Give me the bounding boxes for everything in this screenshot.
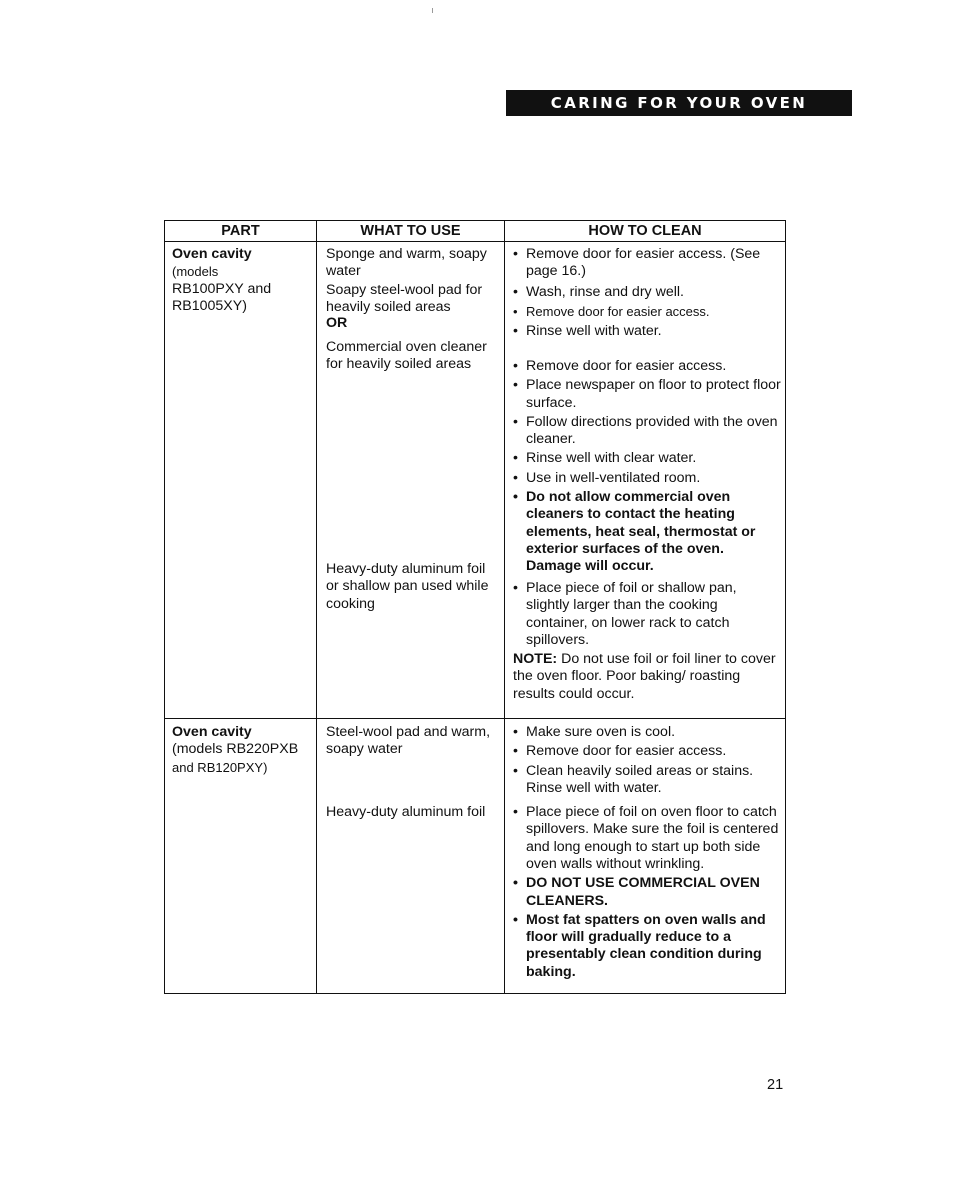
table-row <box>165 242 786 719</box>
section-header: CARING FOR YOUR OVEN <box>506 90 852 116</box>
list-item: • Use in well-ventilated room. <box>513 470 783 487</box>
warning-item: • Do not allow commercial oven cleaners to contact the heating elements, heat seal, thermostat or exterior surfaces of the oven. Damage will occur. <box>513 489 783 575</box>
list-item: • Remove door for easier access. <box>513 358 783 375</box>
how-to-clean-cell <box>505 242 786 719</box>
how-group <box>513 284 783 358</box>
list-item: • Clean heavily soiled areas or stains. Rinse well with water. <box>513 763 783 798</box>
note <box>513 651 783 703</box>
table-row <box>165 719 786 994</box>
list-item: • Rinse well with water. <box>513 323 783 340</box>
list-item: • Place piece of foil or shallow pan, slightly larger than the cooking container, on lower rack to catch spillovers. <box>513 580 783 649</box>
list-item: • Wash, rinse and dry well. <box>513 284 783 301</box>
list-item: • Remove door for easier access. <box>513 743 783 760</box>
part-title: Oven cavity <box>172 724 252 741</box>
what-item: Heavy-duty aluminum foil or shallow pan used while cooking <box>326 561 489 612</box>
column-header-part: PART <box>165 221 317 242</box>
list-item: • Place piece of foil on oven floor to catch spillovers. Make sure the foil is centered and long enough to start up both side oven walls without wrinkling. <box>513 804 783 873</box>
table-header-row <box>165 221 786 242</box>
what-item: Sponge and warm, soapy water <box>326 246 487 280</box>
part-cell <box>165 242 317 719</box>
page-number: 21 <box>767 1077 784 1093</box>
column-header-what-to-use: WHAT TO USE <box>317 221 505 242</box>
how-group <box>513 724 783 804</box>
part-cell <box>165 719 317 994</box>
column-header-how-to-clean: HOW TO CLEAN <box>505 221 786 242</box>
cleaning-table <box>164 220 786 994</box>
list-item: • Remove door for easier access. (See page 16.) <box>513 246 783 281</box>
list-item: • Place newspaper on floor to protect floor surface. <box>513 377 783 412</box>
part-models-line: (models <box>172 264 219 280</box>
scan-mark <box>432 8 433 13</box>
note-label: NOTE: <box>513 651 558 668</box>
part-models-line: (models RB220PXB <box>172 741 299 758</box>
part-models-line: and RB120PXY) <box>172 759 268 775</box>
how-group <box>513 246 783 284</box>
what-to-use-cell <box>317 242 505 719</box>
what-item: Soapy steel-wool pad for heavily soiled areas <box>326 282 483 316</box>
part-title: Oven cavity <box>172 246 252 262</box>
how-group <box>513 580 783 703</box>
warning-item: • Most fat spatters on oven walls and floor will gradually reduce to a presentably clean condition during baking. <box>513 912 783 981</box>
part-models-line: RB100PXY and <box>172 280 272 297</box>
part-models-line: RB1005XY) <box>172 297 247 314</box>
what-item: Steel-wool pad and warm, soapy water <box>326 724 491 758</box>
list-item: • Rinse well with clear water. <box>513 450 783 467</box>
how-to-clean-cell <box>505 719 786 994</box>
what-to-use-cell <box>317 719 505 994</box>
what-item: Commercial oven cleaner for heavily soiled areas <box>326 339 487 373</box>
list-item: • Follow directions provided with the oven cleaner. <box>513 414 783 449</box>
warning-item: • DO NOT USE COMMERCIAL OVEN CLEANERS. <box>513 875 783 910</box>
how-group <box>513 358 783 580</box>
note-text: Do not use foil or foil liner to cover the oven floor. Poor baking/ roasting results could occur. <box>513 651 776 702</box>
list-item: • Remove door for easier access. <box>513 303 783 320</box>
how-group <box>513 804 783 981</box>
what-item: Heavy-duty aluminum foil <box>326 804 486 821</box>
list-item: • Make sure oven is cool. <box>513 724 783 741</box>
what-item-or: OR <box>326 315 348 331</box>
